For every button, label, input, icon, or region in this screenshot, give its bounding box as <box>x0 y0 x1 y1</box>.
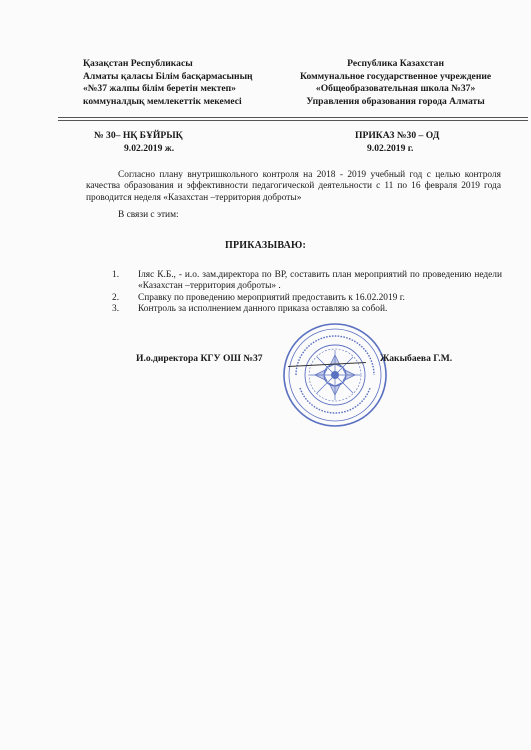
order-ru-date: 9.02.2019 г. <box>367 142 414 154</box>
header-divider-top <box>58 117 528 118</box>
header-russian <box>300 58 491 108</box>
body-text <box>86 170 501 204</box>
header-divider-bottom <box>58 120 528 121</box>
header-kz-line: Алматы қаласы Білім басқармасының <box>83 70 253 82</box>
order-kz-date: 9.02.2019 ж. <box>124 142 175 154</box>
intro-paragraph: Согласно плану внутришкольного контроля на 2018 - 2019 учебный год с целью контроля качества образования и эффективности педагогической деятельности с 11 по 16 февраля 2019 года проводится неделя «Казахстан –территория доброты» <box>86 170 501 203</box>
signature-title: И.о.директора КГУ ОШ №37 <box>136 353 263 364</box>
official-seal-stamp <box>282 322 388 428</box>
order-items <box>112 270 502 316</box>
order-kz-number: № 30– НҚ БҰЙРЫҚ <box>94 130 183 141</box>
header-ru-line: Коммунальное государственное учреждение <box>300 70 492 82</box>
order-russian <box>355 130 439 155</box>
header-kz-line: «№37 жалпы білім беретін мектеп» <box>83 83 236 95</box>
list-item <box>112 293 502 304</box>
list-item <box>112 270 502 293</box>
item-text: Контроль за исполнением данного приказа оставляю за собой. <box>138 304 388 315</box>
header-ru-line: «Общеобразовательная школа №37» <box>315 83 476 95</box>
item-text: Справку по проведению мероприятий предоставить к 16.02.2019 г. <box>138 292 405 303</box>
header-ru-line: Республика Казахстан <box>347 58 444 69</box>
item-text: Іляс К.Б., - и.о. зам.директора по ВР, составить план мероприятий по проведению недели «Казахстан –территория доброты» . <box>138 270 502 292</box>
order-ru-number: ПРИКАЗ №30 – ОД <box>355 130 440 141</box>
header-kz-line: коммуналдық мемлекеттік мекемесі <box>83 95 242 107</box>
header-ru-line: Управления образования города Алматы <box>306 95 485 107</box>
header-kazakh <box>83 58 253 108</box>
item-number: 2. <box>112 292 120 303</box>
list-item <box>112 304 502 315</box>
order-heading: ПРИКАЗЫВАЮ: <box>224 240 307 251</box>
in-this-regard: В связи с этим: <box>118 210 179 220</box>
order-kazakh <box>94 130 183 155</box>
item-number: 3. <box>112 304 120 315</box>
item-number: 1. <box>112 270 120 280</box>
signature-name: Жакыбаева Г.М. <box>380 353 453 364</box>
header-kz-line: Қазақстан Республикасы <box>83 58 193 69</box>
